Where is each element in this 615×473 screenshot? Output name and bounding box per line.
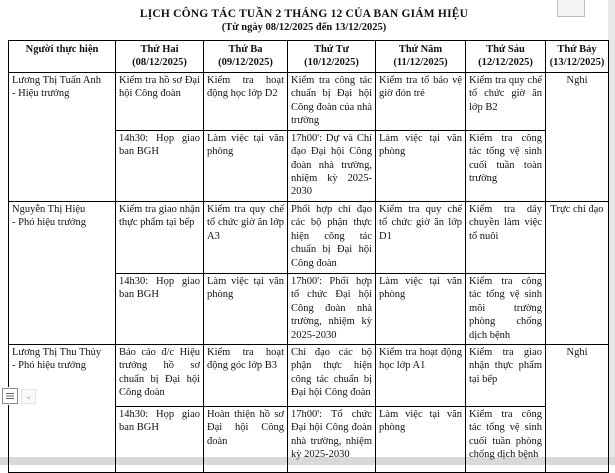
header-label: Người thực hiện	[25, 44, 99, 55]
header-label: Thứ Hai	[140, 44, 179, 55]
header-label: Thứ Năm	[398, 44, 443, 55]
person-role: - Phó hiệu trưởng	[12, 360, 86, 372]
person-name-cell	[9, 72, 116, 201]
person-name-cell	[9, 345, 116, 473]
schedule-cell: 17h00': Tổ chức Đại hội Công đoàn nhà trường, nhiệm kỳ 2025-2030	[288, 407, 376, 473]
schedule-cell: Làm việc tại văn phòng	[204, 273, 288, 344]
schedule-cell: 14h30: Họp giao ban BGH	[116, 130, 204, 201]
person-role: - Hiệu trưởng	[12, 88, 70, 100]
saturday-cell: Nghỉ	[546, 72, 609, 201]
header-row	[9, 41, 609, 73]
schedule-cell: Kiểm tra công tác chuẩn bị Đại hội Công đoàn của nhà trường	[288, 72, 376, 130]
schedule-cell: Làm việc tại văn phòng	[376, 407, 466, 473]
schedule-cell: 14h30: Họp giao ban BGH	[116, 407, 204, 473]
header-date: (08/12/2025)	[132, 57, 187, 69]
col-header-wednesday	[288, 41, 376, 73]
header-label: Thứ Sáu	[486, 44, 525, 55]
person-role: - Phó hiệu trưởng	[12, 217, 86, 229]
schedule-cell: Kiểm tra hoạt động góc lớp B3	[204, 345, 288, 407]
schedule-cell: Kiểm tra tổ bảo vệ giờ đón trẻ	[376, 72, 466, 130]
header-date: (11/12/2025)	[393, 57, 448, 69]
col-header-saturday	[546, 41, 609, 73]
col-header-monday	[116, 41, 204, 73]
schedule-cell: Kiểm tra quy chế tổ chức giờ ăn lớp A3	[204, 201, 288, 273]
person-name: Nguyễn Thị Hiệu	[12, 203, 86, 215]
saturday-cell: Nghỉ	[546, 345, 609, 473]
schedule-cell: Kiểm tra công tác tổng vệ sinh môi trường phòng chống dịch bệnh	[466, 273, 546, 344]
schedule-cell: 14h30: Họp giao ban BGH	[116, 273, 204, 344]
schedule-cell: Phối hợp chỉ đạo các bộ phận thực hiện công tác chuẩn bị Đại hội Công đoàn	[288, 201, 376, 273]
page-title: LỊCH CÔNG TÁC TUẦN 2 THÁNG 12 CỦA BAN GIÁM HIỆU	[139, 8, 469, 20]
table-icon[interactable]	[2, 388, 18, 404]
person-name: Lương Thị Thu Thủy	[12, 347, 102, 358]
col-header-person	[9, 41, 116, 73]
schedule-cell: Kiểm tra quy chế tổ chức giờ ăn lớp D1	[376, 201, 466, 273]
schedule-cell: Kiểm tra quy chế tổ chức giờ ăn lớp B2	[466, 72, 546, 130]
schedule-cell: 17h00': Dự và Chỉ đạo Đại hội Công đoàn nhà trường, nhiệm kỳ 2025-2030	[288, 130, 376, 201]
saturday-cell: Trực chỉ đạo	[546, 201, 609, 344]
table-row	[9, 72, 609, 130]
header-label: Thứ Bảy	[557, 44, 597, 55]
schedule-cell: Hoàn thiện hồ sơ Đại hội Công đoàn	[204, 407, 288, 473]
header-label: Thứ Tư	[314, 44, 349, 55]
page-right-margin	[608, 0, 615, 465]
schedule-cell: Kiểm tra công tác tổng vệ sinh cuối tuần phòng chống dịch bệnh	[466, 407, 546, 473]
person-name: Lương Thị Tuấn Anh	[12, 74, 101, 86]
schedule-cell: Báo cáo đ/c Hiệu trưởng hồ sơ chuẩn bị Đại hội Công đoàn	[116, 345, 204, 407]
table-row	[9, 345, 609, 407]
schedule-cell: Làm việc tại văn phòng	[204, 130, 288, 201]
schedule-cell: Kiểm tra hoạt động học lớp A1	[376, 345, 466, 407]
header-date: (10/12/2025)	[304, 57, 359, 69]
schedule-cell: Kiểm tra công tác tổng vệ sinh cuối tuần toàn trường	[466, 130, 546, 201]
schedule-cell: Làm việc tại văn phòng	[376, 273, 466, 344]
chevron-down-icon[interactable]: ⌄	[21, 389, 36, 404]
table-row	[9, 201, 609, 273]
table-handle-widget[interactable]	[1, 387, 37, 405]
schedule-cell: Chỉ đạo các bộ phận thực hiện công tác chuẩn bị Đại hội Công đoàn	[288, 345, 376, 407]
header-date: (12/12/2025)	[478, 57, 533, 69]
schedule-cell: 17h00': Phối hợp tổ chức Đại hội Công đoàn nhà trường, nhiệm kỳ 2025-2030	[288, 273, 376, 344]
schedule-cell: Kiểm tra giao nhận thực phẩm tại bếp	[116, 201, 204, 273]
schedule-cell: Kiểm tra giao nhận thực phẩm tại bếp	[466, 345, 546, 407]
col-header-thursday	[376, 41, 466, 73]
schedule-cell: Làm việc tại văn phòng	[376, 130, 466, 201]
header-date: (13/12/2025)	[549, 57, 605, 69]
col-header-friday	[466, 41, 546, 73]
document-title-block	[0, 7, 608, 35]
page-subtitle: (Từ ngày 08/12/2025 đến 13/12/2025)	[221, 22, 387, 34]
col-header-tuesday	[204, 41, 288, 73]
person-name-cell	[9, 201, 116, 344]
schedule-cell: Kiểm tra dây chuyền làm việc tổ nuôi	[466, 201, 546, 273]
header-label: Thứ Ba	[228, 44, 263, 55]
schedule-table	[8, 40, 609, 473]
schedule-cell: Kiểm tra hồ sơ Đại hội Công đoàn	[116, 72, 204, 130]
header-date: (09/12/2025)	[218, 57, 273, 69]
schedule-cell: Kiểm tra hoạt động học lớp D2	[204, 72, 288, 130]
table-icon-glyph	[5, 391, 15, 401]
